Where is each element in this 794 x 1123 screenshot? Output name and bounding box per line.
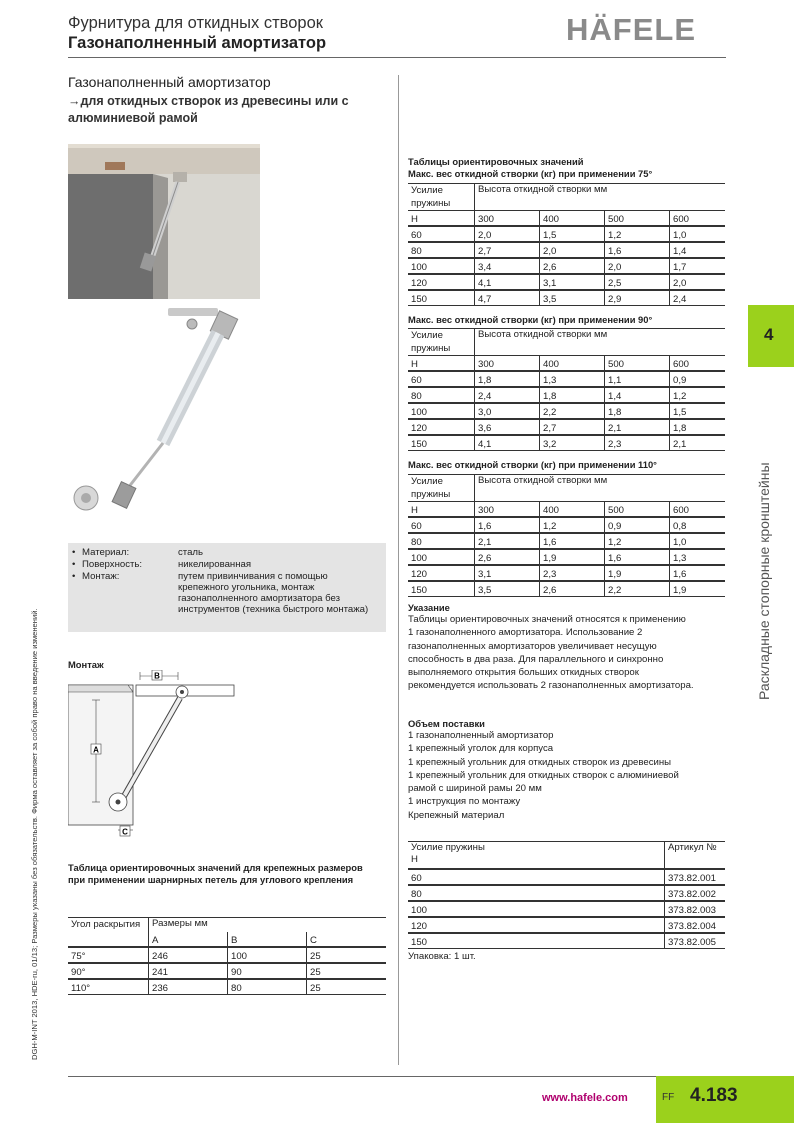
cell: 1,6	[670, 565, 726, 581]
mount-sub-a: A	[149, 932, 228, 947]
order-col-force-label: Усилие пружины	[411, 842, 485, 853]
cell: 110°	[71, 983, 91, 994]
cell: 373.82.005	[665, 933, 726, 949]
cell: 25	[307, 979, 387, 995]
cell: 2,0	[670, 274, 726, 290]
table-row	[408, 419, 725, 435]
cell: 2,6	[540, 258, 605, 274]
height-header: 300	[475, 356, 540, 372]
cell: 80	[411, 246, 422, 257]
cell: 1,0	[670, 533, 726, 549]
cell: 150	[411, 585, 428, 596]
header-section-title: Фурнитура для откидных створок	[68, 14, 324, 32]
mount-table-caption	[68, 862, 368, 886]
cell: 100	[411, 262, 428, 273]
cell: 373.82.002	[665, 885, 726, 901]
text-line: 1 газонаполненного амортизатора. Использование 2	[408, 627, 643, 639]
cell: 80	[228, 979, 307, 995]
height-header: 500	[605, 502, 670, 518]
cell: 100	[411, 407, 428, 418]
cell: 2,0	[540, 242, 605, 258]
cell: 1,2	[605, 226, 670, 242]
dim-b-label: B	[154, 671, 160, 681]
mount-col-dims: Размеры мм	[149, 918, 387, 933]
note-section	[408, 602, 738, 693]
text-line: газонаполненных амортизаторов увеличивает несущую	[408, 640, 657, 652]
cell: 1,3	[540, 371, 605, 387]
col-force: Усилие пружины	[411, 330, 451, 354]
chapter-vertical-title: Раскладные стопорные кронштейны	[756, 462, 772, 700]
text-line: способность в два раза. Для параллельного и синхронно	[408, 653, 664, 665]
column-divider	[398, 75, 399, 1065]
text-line: Таблицы ориентировочных значений относятся к применению	[408, 614, 686, 625]
cell: 1,2	[670, 387, 726, 403]
unit-label: Н	[411, 214, 418, 225]
cell: 150	[411, 439, 428, 450]
cell: 2,1	[475, 533, 540, 549]
height-header: 500	[605, 211, 670, 227]
cell: 60	[411, 375, 422, 386]
page-number-box	[656, 1076, 794, 1123]
cell: 80	[411, 889, 422, 900]
bullet-icon: •	[72, 559, 76, 570]
height-header: 600	[670, 502, 726, 518]
cell: 1,5	[540, 226, 605, 242]
cell: 2,0	[475, 226, 540, 242]
table-row	[408, 901, 725, 917]
table-row	[408, 885, 725, 901]
cell: 1,2	[605, 533, 670, 549]
cell: 75°	[71, 951, 86, 962]
cell: 120	[411, 278, 428, 289]
cell: 246	[149, 947, 228, 963]
height-header: 400	[540, 356, 605, 372]
height-header: 300	[475, 211, 540, 227]
cell: 80	[411, 537, 422, 548]
cell: 100	[228, 947, 307, 963]
note-title: Указание	[408, 602, 450, 613]
table-row	[408, 371, 725, 387]
tables-caption: Таблицы ориентировочных значений	[408, 156, 584, 167]
spec-value-material: сталь	[178, 547, 204, 558]
packaging-note: Упаковка: 1 шт.	[408, 951, 476, 962]
cell: 1,3	[670, 549, 726, 565]
cell: 60	[411, 230, 422, 241]
text-line: 1 газонаполненный амортизатор	[408, 730, 554, 741]
height-header: 400	[540, 502, 605, 518]
unit-label: Н	[411, 359, 418, 370]
mounting-diagram	[68, 670, 238, 840]
cell: 4,1	[475, 274, 540, 290]
delivery-title: Объем поставки	[408, 718, 485, 729]
cell: 2,4	[475, 387, 540, 403]
cell: 2,7	[540, 419, 605, 435]
height-header: 600	[670, 211, 726, 227]
cell: 2,6	[540, 581, 605, 597]
cell: 2,2	[605, 581, 670, 597]
text-line: 1 крепежный угольник для откидных створок с алюминиевой	[408, 769, 679, 781]
table90-title: Макс. вес откидной створки (кг) при применении 90°	[408, 314, 653, 325]
cell: 373.82.003	[665, 901, 726, 917]
cell: 3,2	[540, 435, 605, 451]
cell: 4,1	[475, 435, 540, 451]
cell: 3,4	[475, 258, 540, 274]
spec-key-surface: Поверхность:	[82, 559, 143, 570]
weight-table-75	[408, 183, 725, 306]
spec-key-material: Материал:	[82, 547, 130, 558]
cell: 2,3	[540, 565, 605, 581]
mount-sub-b: B	[228, 932, 307, 947]
cell: 373.82.004	[665, 917, 726, 933]
mount-col-angle: Угол раскрытия	[71, 919, 141, 930]
order-table	[408, 841, 725, 949]
cell: 0,9	[670, 371, 726, 387]
text-line: рекомендуется использовать 2 газонаполненных амортизатора.	[408, 680, 694, 692]
weight-table-90	[408, 328, 725, 451]
delivery-text	[408, 729, 738, 822]
mounting-label: Монтаж	[68, 659, 104, 670]
cell: 120	[411, 423, 428, 434]
cell: 2,4	[670, 290, 726, 306]
cell: 2,1	[605, 419, 670, 435]
cell: 120	[411, 921, 428, 932]
cell: 1,8	[475, 371, 540, 387]
cell: 1,9	[670, 581, 726, 597]
height-header: 600	[670, 356, 726, 372]
height-header: 400	[540, 211, 605, 227]
table-row	[408, 290, 725, 306]
order-col-unit: Н	[411, 854, 418, 865]
table-row	[408, 581, 725, 597]
cell: 25	[307, 963, 387, 979]
cell: 100	[411, 905, 428, 916]
mount-table-caption-line2: при применении шарнирных петель для углового крепления	[68, 874, 354, 885]
bullet-icon: •	[72, 571, 76, 582]
unit-label: Н	[411, 505, 418, 516]
spec-value-mounting: путем привинчивания с помощью крепежного угольника, монтаж газонаполненного амортизатора без инструментов (техника быстрого монтажа)	[178, 571, 369, 615]
cell: 1,7	[670, 258, 726, 274]
cell: 0,8	[670, 517, 726, 533]
cell: 3,1	[475, 565, 540, 581]
brand-logo: HÄFELE	[566, 12, 696, 47]
text-line: 1 крепежный уголок для корпуса	[408, 743, 554, 755]
cell: 1,1	[605, 371, 670, 387]
text-line: Крепежный материал	[408, 809, 505, 821]
table-row	[408, 403, 725, 419]
table-row	[408, 549, 725, 565]
cell: 1,8	[605, 403, 670, 419]
cell: 1,4	[670, 242, 726, 258]
arrow-icon: →	[68, 94, 81, 108]
product-title: Газонаполненный амортизатор	[68, 74, 271, 90]
table-row	[408, 274, 725, 290]
cell: 1,2	[540, 517, 605, 533]
table-row	[408, 869, 725, 885]
chapter-tab-number: 4	[764, 325, 774, 344]
height-header: 300	[475, 502, 540, 518]
table-row	[68, 979, 386, 995]
spec-key-mounting: Монтаж:	[82, 571, 120, 582]
bullet-icon: •	[72, 547, 76, 558]
table-row	[408, 258, 725, 274]
weight-table-110	[408, 474, 725, 597]
cell: 90°	[71, 967, 86, 978]
cell: 100	[411, 553, 428, 564]
table-row	[408, 226, 725, 242]
cell: 25	[307, 947, 387, 963]
cell: 1,8	[670, 419, 726, 435]
header-product-title: Газонаполненный амортизатор	[68, 34, 327, 52]
footer-divider	[68, 1076, 656, 1077]
order-col-art: Артикул №	[665, 842, 726, 870]
cell: 2,6	[475, 549, 540, 565]
legal-note: DGH-M-INT 2013, HDE-ru, 01/13; Размеры указаны без обязательств. Фирма оставляет за собой право на введение изменений.	[30, 608, 39, 1060]
cell: 2,1	[670, 435, 726, 451]
height-header: 500	[605, 356, 670, 372]
table-row	[408, 933, 725, 949]
cell: 1,9	[540, 549, 605, 565]
cell: 0,9	[605, 517, 670, 533]
cell: 150	[411, 937, 428, 948]
cell: 2,7	[475, 242, 540, 258]
text-line: 1 инструкция по монтажу	[408, 796, 521, 808]
col-force: Усилие пружины	[411, 476, 451, 500]
cell: 1,6	[605, 549, 670, 565]
cell: 1,6	[475, 517, 540, 533]
cell: 60	[411, 521, 422, 532]
table-row	[408, 435, 725, 451]
cell: 1,0	[670, 226, 726, 242]
cell: 2,2	[540, 403, 605, 419]
mount-sub-c: C	[307, 932, 387, 947]
cell: 2,3	[605, 435, 670, 451]
cell: 1,6	[540, 533, 605, 549]
footer-lang: FF	[662, 1092, 675, 1103]
cell: 150	[411, 294, 428, 305]
dim-a-label: A	[93, 745, 99, 755]
cell: 3,5	[475, 581, 540, 597]
cell: 2,5	[605, 274, 670, 290]
cell: 373.82.001	[665, 869, 726, 885]
col-force: Усилие пружины	[411, 185, 451, 209]
table-row	[408, 517, 725, 533]
cell: 3,6	[475, 419, 540, 435]
mount-table	[68, 917, 386, 995]
cell: 80	[411, 391, 422, 402]
table-row	[408, 533, 725, 549]
footer-url-link[interactable]: www.hafele.com	[542, 1092, 628, 1104]
cell: 1,4	[605, 387, 670, 403]
chapter-tab[interactable]	[748, 305, 794, 367]
cell: 1,9	[605, 565, 670, 581]
col-height: Высота откидной створки мм	[475, 475, 726, 502]
cell: 241	[149, 963, 228, 979]
dim-c-label: C	[122, 827, 128, 837]
page-number: 4.183	[690, 1085, 738, 1106]
col-height: Высота откидной створки мм	[475, 329, 726, 356]
spec-value-surface: никелированная	[178, 559, 252, 570]
gas-strut-image	[68, 308, 258, 518]
cell: 1,6	[605, 242, 670, 258]
table-row	[408, 387, 725, 403]
cell: 2,9	[605, 290, 670, 306]
cell: 120	[411, 569, 428, 580]
product-photo-installed	[68, 144, 260, 299]
order-col-force	[408, 842, 665, 870]
table-row	[408, 565, 725, 581]
cell: 90	[228, 963, 307, 979]
cell: 1,8	[540, 387, 605, 403]
cell: 60	[411, 873, 422, 884]
legal-note-wrap	[24, 500, 54, 1060]
table110-title: Макс. вес откидной створки (кг) при применении 110°	[408, 459, 657, 470]
col-height: Высота откидной створки мм	[475, 184, 726, 211]
cell: 3,1	[540, 274, 605, 290]
product-subtitle	[68, 93, 398, 127]
cell: 2,0	[605, 258, 670, 274]
table-row	[408, 917, 725, 933]
cell: 1,5	[670, 403, 726, 419]
cell: 3,0	[475, 403, 540, 419]
text-line: рамой с шириной рамы 20 мм	[408, 783, 542, 795]
specs-box	[68, 543, 386, 632]
table-row	[408, 242, 725, 258]
cell: 236	[149, 979, 228, 995]
table75-title: Макс. вес откидной створки (кг) при применении 75°	[408, 168, 653, 179]
header-divider	[68, 57, 726, 58]
delivery-section	[408, 718, 738, 822]
note-text	[408, 613, 738, 693]
text-line: 1 крепежный угольник для откидных створок из древесины	[408, 756, 672, 768]
text-line: выполняемого открытия больших откидных створок	[408, 667, 639, 679]
chapter-vertical-title-wrap	[748, 380, 778, 700]
product-subtitle-text: для откидных створок из древесины или с алюминиевой рамой	[68, 94, 349, 125]
table-row	[68, 947, 386, 963]
cell: 4,7	[475, 290, 540, 306]
cell: 3,5	[540, 290, 605, 306]
mount-table-caption-line1: Таблица ориентировочных значений для крепежных размеров	[68, 862, 363, 873]
table-row	[68, 963, 386, 979]
